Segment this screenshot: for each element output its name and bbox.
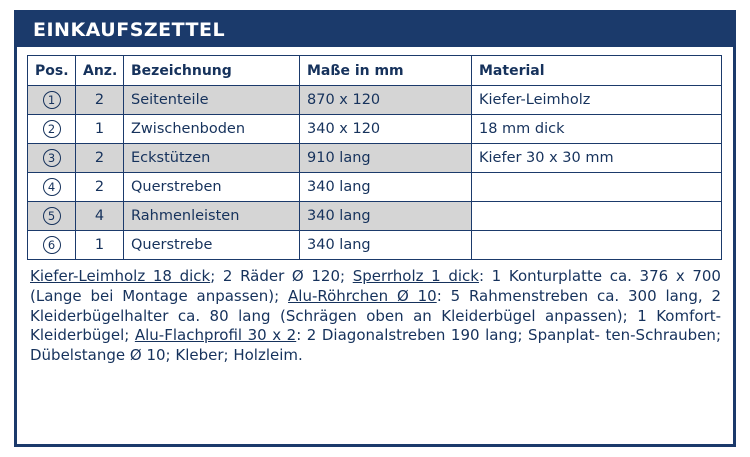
note-text-7: : 2 Diagonalstreben 190 lang; Spanplat- — [296, 326, 600, 345]
note-material-sperrholz: Sperrholz 1 dick — [352, 267, 479, 285]
document-title-bar — [17, 13, 733, 47]
cell-material — [472, 231, 722, 260]
cell-bezeichnung: Zwischenboden — [124, 115, 300, 144]
parts-table — [27, 55, 722, 260]
cell-masse: 340 lang — [300, 202, 472, 231]
cell-pos — [28, 202, 76, 231]
column-header-bezeichnung: Bezeichnung — [124, 56, 300, 86]
position-badge: 4 — [43, 178, 61, 196]
position-badge: 6 — [43, 236, 61, 254]
table-row — [28, 173, 722, 202]
note-text-8: ten-Schrauben; Dübelstange Ø 10; Kleber; Holzleim. — [30, 326, 721, 365]
cell-anz: 2 — [76, 144, 124, 173]
cell-pos — [28, 115, 76, 144]
cell-anz: 4 — [76, 202, 124, 231]
note-material-kiefer-leimholz: Kiefer-Leimholz 18 dick — [30, 267, 211, 285]
column-header-anz: Anz. — [76, 56, 124, 86]
cell-anz: 1 — [76, 231, 124, 260]
note-text-3: (Lange bei Montage anpassen); — [30, 286, 289, 305]
cell-bezeichnung: Querstrebe — [124, 231, 300, 260]
position-badge: 3 — [43, 149, 61, 167]
cell-material: 18 mm dick — [472, 115, 722, 144]
note-text-5: 2 Kleiderbügelhalter ca. 80 lang (Schrägen oben an Kleiderbügel anpassen); — [30, 286, 721, 325]
cell-pos — [28, 144, 76, 173]
cell-pos — [28, 86, 76, 115]
parts-table-body — [28, 86, 722, 260]
table-row — [28, 231, 722, 260]
cell-masse: 340 lang — [300, 231, 472, 260]
cell-masse: 340 lang — [300, 173, 472, 202]
cell-bezeichnung: Rahmenleisten — [124, 202, 300, 231]
position-badge: 2 — [43, 120, 61, 138]
cell-material: Kiefer-Leimholz — [472, 86, 722, 115]
position-badge: 1 — [43, 91, 61, 109]
cell-masse: 340 x 120 — [300, 115, 472, 144]
parts-table-head — [28, 56, 722, 86]
cell-bezeichnung: Eckstützen — [124, 144, 300, 173]
table-row — [28, 144, 722, 173]
cell-anz: 1 — [76, 115, 124, 144]
note-text-4: : 5 Rahmenstreben ca. 300 lang, — [436, 286, 703, 305]
position-badge: 5 — [43, 207, 61, 225]
cell-anz: 2 — [76, 86, 124, 115]
table-row — [28, 202, 722, 231]
cell-masse: 870 x 120 — [300, 86, 472, 115]
document-frame — [14, 10, 736, 447]
materials-notes — [17, 260, 733, 366]
note-text-2: : 1 Konturplatte ca. 376 x 700 — [478, 267, 721, 285]
cell-material: Kiefer 30 x 30 mm — [472, 144, 722, 173]
table-header-row — [28, 56, 722, 86]
cell-anz: 2 — [76, 173, 124, 202]
cell-masse: 910 lang — [300, 144, 472, 173]
cell-pos — [28, 231, 76, 260]
note-text-6: 1 Komfort-Kleiderbügel; — [30, 306, 722, 345]
column-header-masse: Maße in mm — [300, 56, 472, 86]
cell-bezeichnung: Seitenteile — [124, 86, 300, 115]
cell-bezeichnung: Querstreben — [124, 173, 300, 202]
note-material-alu-roehrchen: Alu-Röhrchen Ø 10 — [288, 286, 437, 305]
table-row — [28, 115, 722, 144]
column-header-pos: Pos. — [28, 56, 76, 86]
cell-material — [472, 173, 722, 202]
table-row — [28, 86, 722, 115]
cell-material — [472, 202, 722, 231]
cell-pos — [28, 173, 76, 202]
note-text-1: ; 2 Räder Ø 120; — [210, 267, 353, 285]
note-material-alu-flachprofil: Alu-Flachprofil 30 x 2 — [134, 326, 297, 345]
column-header-material: Material — [472, 56, 722, 86]
parts-table-wrapper — [17, 47, 733, 260]
page-title: EINKAUFSZETTEL — [33, 19, 226, 41]
